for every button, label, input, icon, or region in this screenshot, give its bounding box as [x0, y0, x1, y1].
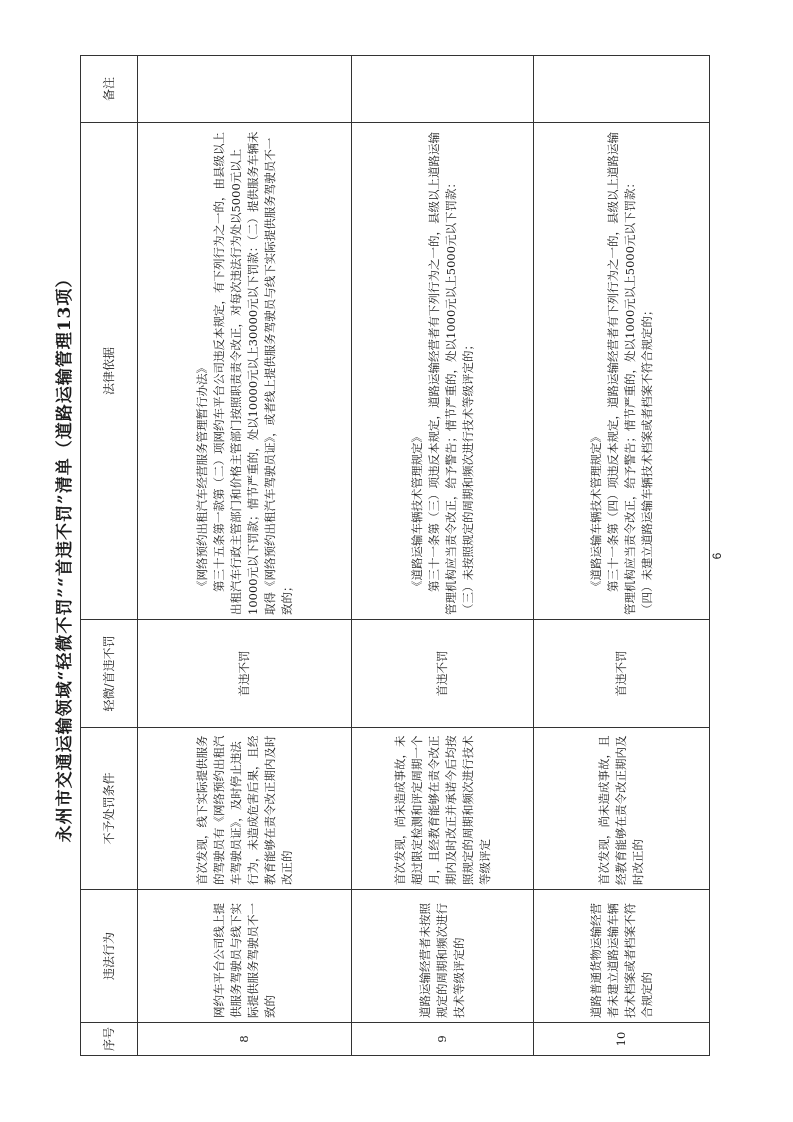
table-header-row	[81, 56, 138, 1056]
header-cond: 不予处罚条件	[81, 728, 138, 890]
exemption-condition-cell: 首次发现，尚未造成事故，未超过限定检测和评定周期一个月，且经教育能够在责令改正期内及时改正并承诺今后均按照规定的周期和频次进行技术等级评定	[352, 728, 534, 890]
violation-cell: 网约车平台公司线上提供服务驾驶员与线下实际提供服务驾驶员不一致的	[138, 890, 352, 1023]
note-cell	[138, 56, 352, 123]
page-number: 6	[710, 552, 724, 560]
violation-cell: 道路普通货物运输经营者未建立道路运输车辆技术档案或者档案不符合规定的	[534, 890, 710, 1023]
penalty-list-table	[80, 55, 710, 1056]
legal-basis-cell	[352, 123, 534, 620]
row-number: 8	[138, 1023, 352, 1056]
violation-cell: 道路运输经营者未按照规定的周期和频次进行技术等级评定的	[352, 890, 534, 1023]
row-number: 10	[534, 1023, 710, 1056]
exemption-condition-cell: 首次发现，尚未造成事故，且经教育能够在责令改正期内及时改正的	[534, 728, 710, 890]
header-law: 法律依据	[81, 123, 138, 620]
note-cell	[534, 56, 710, 123]
header-no: 序号	[81, 1023, 138, 1056]
exemption-condition-cell: 首次发现，线下实际提供服务的驾驶员有《网络预约出租汽车驾驶员证》，及时停止违法行为，未造成危害后果，且经教育能够在责令改正期内及时改正的	[138, 728, 352, 890]
exemption-type-cell: 首违不罚	[352, 620, 534, 728]
rotated-table-sheet	[48, 56, 738, 1056]
law-clause: 第三十五条第一款第（二）项网约车平台公司违反本规定，有下列行为之一的，由县级以上出租汽车行政主管部门和价格主管部门按照职责责令改正，对每次违法行为处以5000元以上10000元以下罚款；情节严重的，处以10000元以上30000元以下罚款：（二）提供服务车辆未取得《网络预约出租汽车驾驶员证》，或者线上提供服务驾驶员与线下实际提供服务驾驶员不一致的；	[211, 131, 294, 615]
law-item: （三）未按照规定的周期和频次进行技术等级评定的；	[460, 339, 475, 615]
table-row	[352, 56, 534, 1056]
legal-basis-cell	[534, 123, 710, 620]
document-title: 永州市交通运输领域“轻微不罚”“首违不罚”清单（道路运输管理13项）	[55, 269, 75, 843]
table-row	[138, 56, 352, 1056]
table-row	[534, 56, 710, 1056]
law-clause: 第三十一条第（四）项违反本规定，道路运输经营者有下列行为之一的，县级以上道路运输管理机构应当责令改正，给予警告；情节严重的，处以1000元以上5000元以下罚款：	[605, 132, 637, 615]
law-title: 《道路运输车辆技术管理规定》	[588, 431, 603, 592]
exemption-type-cell: 首违不罚	[138, 620, 352, 728]
header-lvl: 轻微/首违不罚	[81, 620, 138, 728]
law-title: 《道路运输车辆技术管理规定》	[409, 431, 424, 592]
header-act: 违法行为	[81, 890, 138, 1023]
header-note: 备注	[81, 56, 138, 123]
legal-basis-cell	[138, 123, 352, 620]
row-number: 9	[352, 1023, 534, 1056]
law-item: （四）未建立道路运输车辆技术档案或者档案不符合规定的；	[639, 304, 654, 615]
law-clause: 第三十一条第（三）项违反本规定，道路运输经营者有下列行为之一的，县级以上道路运输管理机构应当责令改正，给予警告；情节严重的，处以1000元以上5000元以下罚款：	[426, 132, 458, 615]
note-cell	[352, 56, 534, 123]
exemption-type-cell: 首违不罚	[534, 620, 710, 728]
law-title: 《网络预约出租汽车经营服务管理暂行办法》	[194, 362, 209, 592]
